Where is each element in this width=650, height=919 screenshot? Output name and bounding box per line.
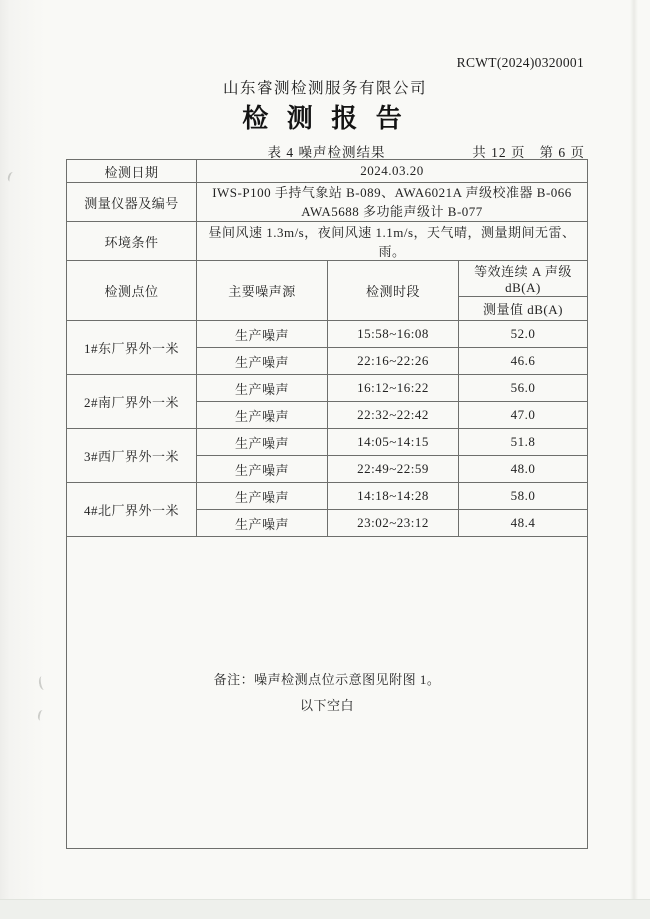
cell-value: 58.0 bbox=[459, 483, 588, 510]
remarks-line: 备注：噪声检测点位示意图见附图 1。 bbox=[213, 671, 441, 687]
cell-period: 22:16~22:26 bbox=[328, 348, 459, 375]
cell-environment-label: 环境条件 bbox=[67, 222, 197, 261]
cell-period: 23:02~23:12 bbox=[328, 510, 459, 537]
table-caption-row bbox=[66, 141, 587, 159]
document-number: RCWT(2024)0320001 bbox=[456, 55, 584, 70]
cell-period: 14:18~14:28 bbox=[328, 483, 459, 510]
cell-value: 46.6 bbox=[459, 348, 588, 375]
cell-source: 生产噪声 bbox=[197, 429, 328, 456]
page-current: 第 6 页 bbox=[539, 145, 585, 160]
cell-source: 生产噪声 bbox=[197, 321, 328, 348]
cell-environment-value: 昼间风速 1.3m/s，夜间风速 1.1m/s，天气晴，测量期间无雷、雨。 bbox=[197, 222, 588, 261]
cell-point-4: 4#北厂界外一米 bbox=[67, 483, 197, 537]
page-indicator bbox=[472, 141, 585, 161]
cell-source: 生产噪声 bbox=[197, 375, 328, 402]
cell-period: 22:49~22:59 bbox=[328, 456, 459, 483]
col-header-measured: 测量值 dB(A) bbox=[459, 297, 588, 321]
col-header-level: 等效连续 A 声级 dB(A) bbox=[459, 261, 588, 297]
instrument-line-2: AWA5688 多功能声级计 B-077 bbox=[301, 204, 483, 219]
table-caption: 表 4 噪声检测结果 bbox=[267, 145, 386, 160]
cell-source: 生产噪声 bbox=[197, 483, 328, 510]
cell-value: 47.0 bbox=[459, 402, 588, 429]
blank-below-line: 以下空白 bbox=[299, 697, 354, 713]
cell-source: 生产噪声 bbox=[197, 456, 328, 483]
cell-date-value: 2024.03.20 bbox=[197, 160, 588, 183]
cell-value: 52.0 bbox=[459, 321, 588, 348]
noise-results-table bbox=[66, 159, 588, 849]
cell-point-2: 2#南厂界外一米 bbox=[67, 375, 197, 429]
instrument-line-1: IWS-P100 手持气象站 B-089、AWA6021A 声级校准器 B-066 bbox=[212, 185, 572, 200]
cell-instrument-value bbox=[197, 183, 588, 222]
cell-source: 生产噪声 bbox=[197, 402, 328, 429]
col-header-source: 主要噪声源 bbox=[197, 261, 328, 321]
col-header-period: 检测时段 bbox=[328, 261, 459, 321]
cell-instrument-label: 测量仪器及编号 bbox=[67, 183, 197, 222]
cell-date-label: 检测日期 bbox=[67, 160, 197, 183]
remarks-cell bbox=[67, 537, 588, 849]
cell-source: 生产噪声 bbox=[197, 510, 328, 537]
scan-bottom-edge bbox=[0, 899, 650, 919]
cell-value: 48.0 bbox=[459, 456, 588, 483]
col-header-point: 检测点位 bbox=[67, 261, 197, 321]
cell-point-3: 3#西厂界外一米 bbox=[67, 429, 197, 483]
company-name: 山东睿测检测服务有限公司 bbox=[222, 80, 427, 97]
cell-period: 22:32~22:42 bbox=[328, 402, 459, 429]
pages-total: 共 12 页 bbox=[472, 145, 526, 160]
report-title: 检 测 报 告 bbox=[242, 104, 408, 133]
cell-value: 56.0 bbox=[459, 375, 588, 402]
cell-period: 16:12~16:22 bbox=[328, 375, 459, 402]
cell-period: 15:58~16:08 bbox=[328, 321, 459, 348]
cell-point-1: 1#东厂界外一米 bbox=[67, 321, 197, 375]
cell-value: 48.4 bbox=[459, 510, 588, 537]
cell-value: 51.8 bbox=[459, 429, 588, 456]
cell-period: 14:05~14:15 bbox=[328, 429, 459, 456]
cell-source: 生产噪声 bbox=[197, 348, 328, 375]
scan-fold-line bbox=[630, 0, 638, 900]
